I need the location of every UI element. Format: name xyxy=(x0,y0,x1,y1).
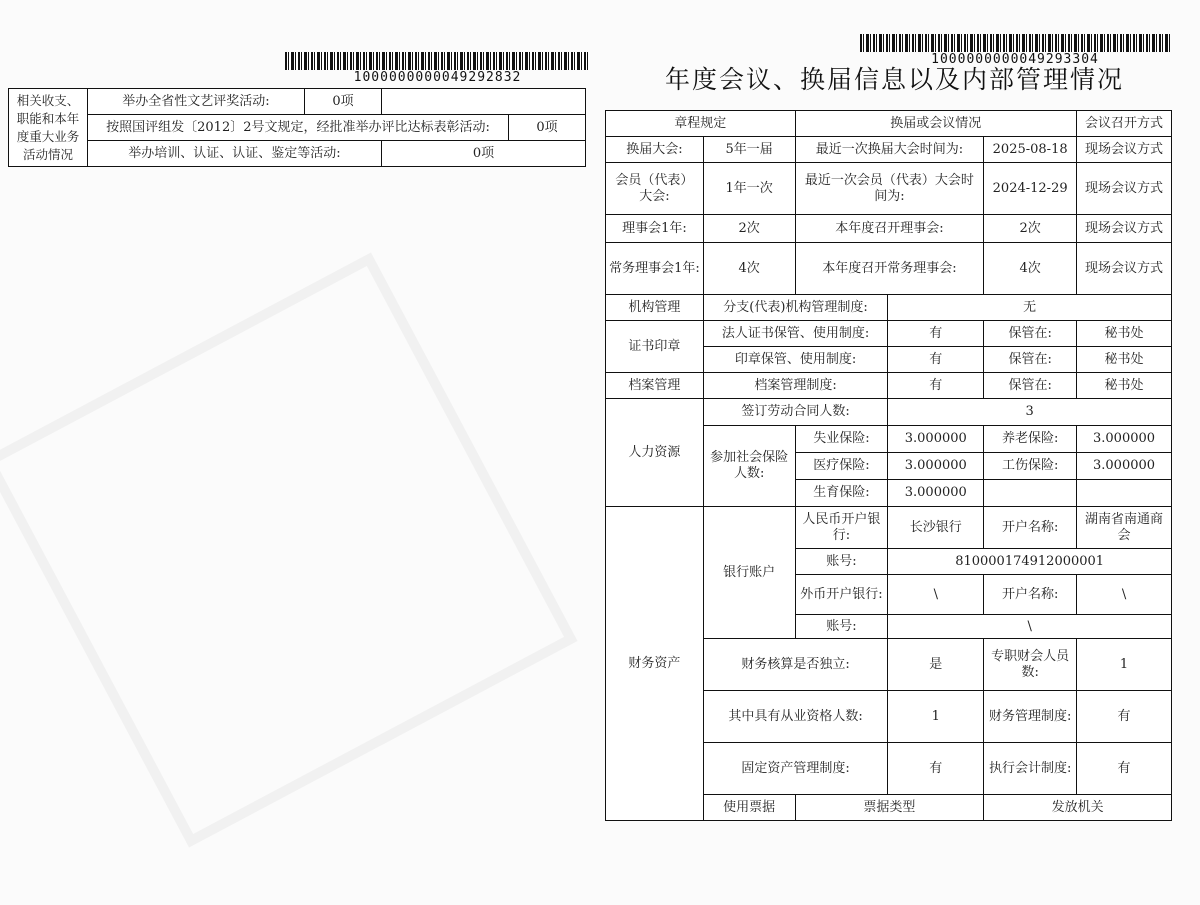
account-no-label: 账号: xyxy=(795,549,888,575)
header-meeting-info: 换届或会议情况 xyxy=(795,111,1077,137)
empty-cell xyxy=(984,480,1077,507)
account-name-label: 开户名称: xyxy=(984,507,1077,549)
archive-label: 档案管理 xyxy=(606,373,704,399)
row-value: 0项 xyxy=(382,141,586,167)
fx-account-no-label: 账号: xyxy=(795,615,888,639)
ins-label: 生育保险: xyxy=(795,480,888,507)
empty-cell xyxy=(1077,480,1172,507)
invoice-type-label: 票据类型 xyxy=(795,795,984,821)
hr-insurance-label: 参加社会保险人数: xyxy=(703,426,795,507)
ins-value: 3.000000 xyxy=(888,426,984,453)
empty-cell xyxy=(382,89,586,115)
archive-keeper: 秘书处 xyxy=(1077,373,1172,399)
seal-has: 有 xyxy=(888,347,984,373)
hr-contract-label: 签订劳动合同人数: xyxy=(703,399,888,426)
cert-keeper: 秘书处 xyxy=(1077,321,1172,347)
meeting-rule: 4次 xyxy=(703,243,795,295)
seal-keeper: 秘书处 xyxy=(1077,347,1172,373)
seal-item: 印章保管、使用制度: xyxy=(703,347,888,373)
meeting-label: 会员（代表）大会: xyxy=(606,163,704,215)
row-label: 举办培训、认证、认证、鉴定等活动: xyxy=(88,141,382,167)
fin-system-label: 财务管理制度: xyxy=(984,691,1077,743)
meeting-method: 现场会议方式 xyxy=(1077,215,1172,243)
qualified-value: 1 xyxy=(888,691,984,743)
hr-label: 人力资源 xyxy=(606,399,704,507)
meeting-label: 常务理事会1年: xyxy=(606,243,704,295)
meeting-desc: 本年度召开理事会: xyxy=(795,215,984,243)
org-mgmt-label: 机构管理 xyxy=(606,295,704,321)
ins-label: 养老保险: xyxy=(984,426,1077,453)
hr-contract-value: 3 xyxy=(888,399,1172,426)
fin-system-value: 有 xyxy=(1077,691,1172,743)
staff-value: 1 xyxy=(1077,639,1172,691)
row-label: 举办全省性文艺评奖活动: xyxy=(88,89,305,115)
exec-acct-value: 有 xyxy=(1077,743,1172,795)
account-name: 湖南省南通商会 xyxy=(1077,507,1172,549)
meeting-desc: 最近一次会员（代表）大会时间为: xyxy=(795,163,984,215)
barcode-bars xyxy=(860,34,1170,52)
meeting-value: 4次 xyxy=(984,243,1077,295)
independent-value: 是 xyxy=(888,639,984,691)
meeting-management-table xyxy=(605,110,1172,821)
exec-acct-label: 执行会计制度: xyxy=(984,743,1077,795)
meeting-value: 2024-12-29 xyxy=(984,163,1077,215)
fx-account-no: \ xyxy=(888,615,1172,639)
ins-value: 3.000000 xyxy=(1077,453,1172,480)
ins-label: 医疗保险: xyxy=(795,453,888,480)
meeting-value: 2025-08-18 xyxy=(984,137,1077,163)
ins-value: 3.000000 xyxy=(888,453,984,480)
cert-has: 有 xyxy=(888,321,984,347)
bank-label: 银行账户 xyxy=(703,507,795,639)
meeting-rule: 5年一届 xyxy=(703,137,795,163)
org-mgmt-item: 分支(代表)机构管理制度: xyxy=(703,295,888,321)
fx-account-name-label: 开户名称: xyxy=(984,575,1077,615)
cert-item: 法人证书保管、使用制度: xyxy=(703,321,888,347)
fixed-asset-label: 固定资产管理制度: xyxy=(703,743,888,795)
barcode-number: 1000000000049293304 xyxy=(931,52,1099,67)
archive-keeper-label: 保管在: xyxy=(984,373,1077,399)
row-value: 0项 xyxy=(305,89,382,115)
ins-label: 失业保险: xyxy=(795,426,888,453)
meeting-desc: 本年度召开常务理事会: xyxy=(795,243,984,295)
qualified-label: 其中具有从业资格人数: xyxy=(703,691,888,743)
barcode-number: 1000000000049292832 xyxy=(353,70,522,85)
header-method: 会议召开方式 xyxy=(1077,111,1172,137)
meeting-label: 理事会1年: xyxy=(606,215,704,243)
finance-label: 财务资产 xyxy=(606,507,704,821)
cert-keeper-label: 保管在: xyxy=(984,321,1077,347)
meeting-method: 现场会议方式 xyxy=(1077,137,1172,163)
ins-label: 工伤保险: xyxy=(984,453,1077,480)
fx-bank: \ xyxy=(888,575,984,615)
ins-value: 3.000000 xyxy=(1077,426,1172,453)
meeting-rule: 2次 xyxy=(703,215,795,243)
row-label: 按照国评组发〔2012〕2号文规定，经批准举办评比达标表彰活动: xyxy=(88,115,509,141)
account-no: 810000174912000001 xyxy=(888,549,1172,575)
meeting-method: 现场会议方式 xyxy=(1077,163,1172,215)
rmb-bank: 长沙银行 xyxy=(888,507,984,549)
seal-keeper-label: 保管在: xyxy=(984,347,1077,373)
independent-label: 财务核算是否独立: xyxy=(703,639,888,691)
archive-item: 档案管理制度: xyxy=(703,373,888,399)
meeting-method: 现场会议方式 xyxy=(1077,243,1172,295)
header-charter: 章程规定 xyxy=(606,111,796,137)
issuer-label: 发放机关 xyxy=(984,795,1172,821)
cert-seal-label: 证书印章 xyxy=(606,321,704,373)
org-mgmt-value: 无 xyxy=(888,295,1172,321)
invoice-label: 使用票据 xyxy=(703,795,795,821)
page-title: 年度会议、换届信息以及内部管理情况 xyxy=(665,65,1125,94)
archive-has: 有 xyxy=(888,373,984,399)
meeting-desc: 最近一次换届大会时间为: xyxy=(795,137,984,163)
business-activity-table xyxy=(8,88,586,167)
fixed-asset-value: 有 xyxy=(888,743,984,795)
barcode-bars xyxy=(285,52,590,70)
meeting-label: 换届大会: xyxy=(606,137,704,163)
section-label: 相关收支、职能和本年度重大业务活动情况 xyxy=(9,89,88,167)
fx-account-name: \ xyxy=(1077,575,1172,615)
row-value: 0项 xyxy=(509,115,586,141)
staff-label: 专职财会人员数: xyxy=(984,639,1077,691)
fx-bank-label: 外币开户银行: xyxy=(795,575,888,615)
rmb-bank-label: 人民币开户银行: xyxy=(795,507,888,549)
ins-value: 3.000000 xyxy=(888,480,984,507)
meeting-rule: 1年一次 xyxy=(703,163,795,215)
meeting-value: 2次 xyxy=(984,215,1077,243)
left-barcode xyxy=(285,52,590,85)
